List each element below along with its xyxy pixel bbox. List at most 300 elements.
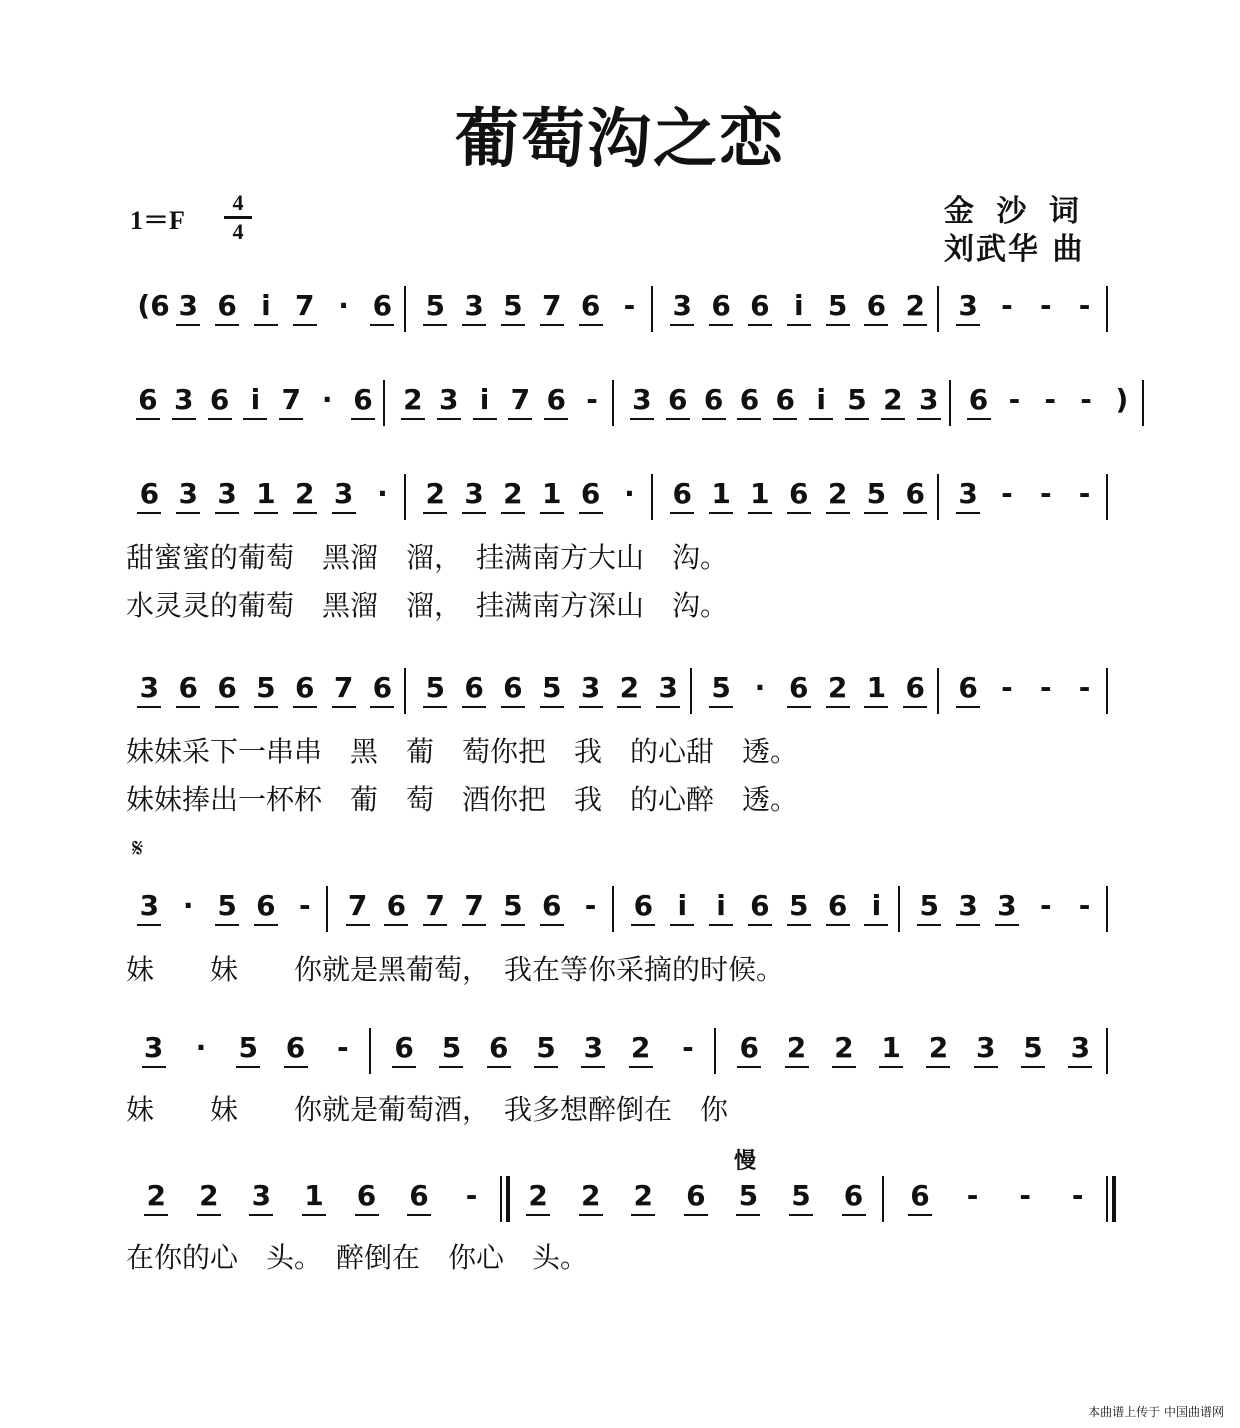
lyric-line: 妹 妹 你就是葡萄酒， 我多想醉倒在 你 [126, 1093, 729, 1126]
barline [612, 380, 614, 426]
note: - [1001, 477, 1013, 510]
note: 6 [711, 289, 731, 322]
note: 6 [217, 289, 237, 322]
beam [787, 512, 811, 514]
note: 6 [178, 671, 198, 704]
note: - [966, 1179, 979, 1212]
beam [215, 324, 239, 326]
beam [826, 706, 850, 708]
beam [995, 924, 1019, 926]
beam [540, 924, 564, 926]
note: 2 [827, 477, 848, 510]
note: 2 [786, 1031, 807, 1064]
beam [864, 512, 888, 514]
note: 1 [304, 1179, 324, 1212]
beam [903, 706, 927, 708]
note: 6 [958, 671, 978, 704]
note: 3 [976, 1031, 996, 1064]
beam [176, 324, 200, 326]
note: 2 [503, 477, 523, 510]
beam [423, 512, 447, 514]
note: - [586, 383, 598, 416]
beam [501, 924, 525, 926]
note: 5 [827, 289, 848, 322]
note: 3 [333, 477, 354, 510]
barline [898, 886, 900, 932]
note: 6 [394, 1031, 414, 1064]
beam [670, 512, 694, 514]
note: 2 [425, 477, 445, 510]
note: - [1071, 1179, 1084, 1212]
barline [404, 286, 406, 332]
note: 2 [883, 383, 903, 416]
beam [579, 324, 603, 326]
barline [651, 474, 653, 520]
beam [787, 924, 811, 926]
beam [462, 706, 486, 708]
lyric-line: 在你的心 头。 醉倒在 你心 头。 [126, 1241, 589, 1274]
beam [215, 924, 239, 926]
beam [137, 512, 161, 514]
note: 3 [464, 289, 484, 322]
beam [709, 706, 733, 708]
beam [407, 1214, 431, 1216]
lyric-line: 甜蜜蜜的葡萄 黑溜 溜， 挂满南方大山 沟。 [126, 541, 729, 574]
note: 6 [789, 477, 809, 510]
note: 7 [295, 289, 315, 322]
beam [617, 706, 641, 708]
note: - [465, 1179, 478, 1212]
note: 3 [1070, 1031, 1091, 1064]
beam [773, 418, 797, 420]
note: 7 [510, 383, 531, 416]
note: 6 [668, 383, 688, 416]
note: - [1019, 1179, 1031, 1212]
beam [501, 324, 525, 326]
note: 6 [672, 477, 692, 510]
beam [826, 924, 850, 926]
beam [293, 512, 317, 514]
note: 5 [536, 1031, 556, 1064]
beam [508, 418, 532, 420]
composer-credit: 刘武华 曲 [944, 232, 1085, 267]
barline [1112, 1176, 1116, 1222]
note: 2 [827, 671, 848, 704]
note: 6 [139, 477, 160, 510]
note: 5 [425, 289, 445, 322]
beam [956, 924, 980, 926]
note: 6 [827, 889, 848, 922]
beam [809, 418, 833, 420]
lyric-line: 妹妹捧出一杯杯 葡 萄 酒你把 我 的心醉 透。 [126, 783, 799, 816]
beam [437, 418, 461, 420]
note: 2 [146, 1179, 166, 1212]
note: 6 [256, 889, 276, 922]
beam [137, 706, 161, 708]
beam [423, 924, 447, 926]
note: 2 [295, 477, 315, 510]
beam [864, 706, 888, 708]
barline [1106, 668, 1108, 714]
note: · [338, 289, 349, 322]
note: 3 [143, 1031, 164, 1064]
note: 6 [386, 889, 407, 922]
note: 3 [580, 671, 601, 704]
barline [506, 1176, 510, 1222]
beam [737, 418, 761, 420]
lyricist-credit: 金 沙 词 [944, 194, 1085, 229]
barline [690, 668, 692, 714]
note: · [321, 383, 333, 416]
beam [581, 1066, 605, 1068]
note: · [624, 477, 635, 510]
note: 5 [425, 671, 445, 704]
beam [172, 418, 196, 420]
beam [785, 1066, 809, 1068]
beam [501, 706, 525, 708]
note: 6 [285, 1031, 306, 1064]
note: 3 [139, 671, 160, 704]
beam [401, 418, 425, 420]
note: 6 [750, 889, 770, 922]
page-title: 葡萄沟之恋 [455, 103, 785, 177]
beam [423, 324, 447, 326]
note: 1 [711, 477, 731, 510]
note: 2 [928, 1031, 949, 1064]
beam [293, 324, 317, 326]
note: 1 [750, 477, 770, 510]
beam [579, 512, 603, 514]
beam [702, 418, 726, 420]
beam [370, 324, 394, 326]
beam [631, 924, 655, 926]
note: 3 [464, 477, 484, 510]
note: 6 [739, 1031, 759, 1064]
beam [462, 512, 486, 514]
beam [423, 706, 447, 708]
note: i [479, 383, 490, 416]
note: - [1080, 383, 1092, 416]
beam [881, 418, 905, 420]
barline [612, 886, 614, 932]
note: 5 [503, 289, 523, 322]
note: · [377, 477, 388, 510]
beam [789, 1214, 813, 1216]
beam [249, 1214, 273, 1216]
key-signature: 1＝F [130, 206, 185, 235]
beam [709, 324, 733, 326]
beam [832, 1066, 856, 1068]
note: 1 [866, 671, 887, 704]
note: · [195, 1031, 207, 1064]
note: 3 [958, 289, 978, 322]
segno-sign: 𝄋 [132, 834, 144, 864]
note: 7 [464, 889, 484, 922]
note: i [793, 289, 804, 322]
note: 3 [178, 289, 198, 322]
beam [534, 1066, 558, 1068]
beam [748, 324, 772, 326]
note: 6 [739, 383, 760, 416]
beam [544, 418, 568, 420]
time-signature [224, 192, 252, 243]
beam [540, 706, 564, 708]
note: 6 [703, 383, 724, 416]
note: 2 [580, 1179, 601, 1212]
beam [956, 512, 980, 514]
note: 6 [580, 289, 601, 322]
note: 6 [356, 1179, 377, 1212]
barline [404, 668, 406, 714]
beam [462, 924, 486, 926]
beam [864, 324, 888, 326]
note: i [716, 889, 726, 922]
note: 7 [333, 671, 354, 704]
note: 6 [546, 383, 566, 416]
beam [631, 1214, 655, 1216]
beam [208, 418, 232, 420]
note: (6 [137, 289, 170, 322]
note: 6 [138, 383, 158, 416]
note: - [1039, 289, 1052, 322]
tempo-mark: 慢 [734, 1149, 757, 1174]
note: - [1078, 477, 1091, 510]
beam [709, 924, 733, 926]
beam [197, 1214, 221, 1216]
note: 5 [217, 889, 237, 922]
beam [487, 1066, 511, 1068]
beam [737, 1066, 761, 1068]
note: 5 [738, 1179, 759, 1212]
note: 6 [686, 1179, 706, 1212]
note: 7 [281, 383, 302, 416]
beam [540, 324, 564, 326]
note: 3 [997, 889, 1017, 922]
beam [355, 1214, 379, 1216]
note: 3 [632, 383, 652, 416]
barline [937, 668, 939, 714]
barline [326, 886, 328, 932]
note: i [677, 889, 688, 922]
beam [279, 418, 303, 420]
note: - [682, 1031, 694, 1064]
note: 3 [438, 383, 459, 416]
note: 2 [905, 289, 925, 322]
lyric-line: 妹妹采下一串串 黑 葡 萄你把 我 的心甜 透。 [126, 735, 799, 768]
note: i [816, 383, 826, 416]
note: 6 [353, 383, 373, 416]
beam [136, 418, 160, 420]
barline [1106, 886, 1108, 932]
note: ) [1115, 383, 1129, 416]
beam [956, 324, 980, 326]
beam [748, 512, 772, 514]
note: - [1078, 289, 1091, 322]
beam [370, 706, 394, 708]
note: 1 [881, 1031, 901, 1064]
beam [254, 512, 278, 514]
note: 6 [489, 1031, 509, 1064]
note: 3 [139, 889, 160, 922]
note: 6 [542, 889, 562, 922]
beam [917, 418, 941, 420]
beam [903, 512, 927, 514]
note: - [623, 289, 636, 322]
barline [949, 380, 951, 426]
beam [1068, 1066, 1092, 1068]
note: 3 [958, 889, 978, 922]
beam [236, 1066, 260, 1068]
note: · [754, 671, 766, 704]
beam [439, 1066, 463, 1068]
note: 6 [866, 289, 887, 322]
beam [501, 512, 525, 514]
beam [332, 706, 356, 708]
beam [709, 512, 733, 514]
beam [956, 706, 980, 708]
note: 2 [834, 1031, 854, 1064]
note: - [1008, 383, 1021, 416]
beam [629, 1066, 653, 1068]
note: 6 [580, 477, 601, 510]
beam [579, 706, 603, 708]
beam [392, 1066, 416, 1068]
barline [404, 474, 406, 520]
note: 2 [633, 1179, 653, 1212]
note: 7 [425, 889, 445, 922]
note: - [1039, 889, 1052, 922]
barline [1142, 380, 1144, 426]
note: 5 [866, 477, 887, 510]
note: 5 [711, 671, 731, 704]
note: 5 [542, 671, 562, 704]
beam [908, 1214, 932, 1216]
note: 6 [209, 383, 230, 416]
beam [845, 418, 869, 420]
barline [1106, 1028, 1108, 1074]
beam [144, 1214, 168, 1216]
note: 3 [178, 477, 198, 510]
beam [630, 418, 654, 420]
beam [462, 324, 486, 326]
note: 3 [174, 383, 194, 416]
note: 6 [775, 383, 796, 416]
note: 3 [583, 1031, 604, 1064]
note: 5 [256, 671, 276, 704]
beam [787, 706, 811, 708]
beam [974, 1066, 998, 1068]
beam [579, 1214, 603, 1216]
note: 6 [464, 671, 484, 704]
note: - [1078, 671, 1091, 704]
note: 2 [403, 383, 423, 416]
beam [284, 1066, 308, 1068]
beam [1021, 1066, 1045, 1068]
note: - [337, 1031, 349, 1064]
beam [384, 924, 408, 926]
note: i [250, 383, 261, 416]
barline [1106, 286, 1108, 332]
beam [473, 418, 497, 420]
note: 7 [347, 889, 368, 922]
beam [215, 706, 239, 708]
beam [293, 706, 317, 708]
note: 6 [843, 1179, 864, 1212]
note: 7 [542, 289, 562, 322]
beam [176, 706, 200, 708]
note: - [1039, 477, 1052, 510]
beam [137, 924, 161, 926]
barline [1106, 1176, 1108, 1222]
note: 6 [789, 671, 809, 704]
barline [937, 474, 939, 520]
note: 5 [1023, 1031, 1043, 1064]
note: - [1001, 289, 1013, 322]
beam [787, 324, 811, 326]
note: 3 [658, 671, 678, 704]
beam [656, 706, 680, 708]
note: 1 [542, 477, 562, 510]
note: 2 [630, 1031, 651, 1064]
note: 2 [619, 671, 640, 704]
note: 6 [968, 383, 989, 416]
note: - [584, 889, 597, 922]
beam [826, 324, 850, 326]
lyric-line: 妹 妹 你就是黑葡萄， 我在等你采摘的时候。 [126, 953, 785, 986]
beam [684, 1214, 708, 1216]
beam [864, 924, 888, 926]
note: 5 [503, 889, 523, 922]
footer-credit: 本曲谱上传于 中国曲谱网 [1088, 1405, 1224, 1419]
note: 1 [256, 477, 276, 510]
note: i [261, 289, 271, 322]
note: 2 [199, 1179, 219, 1212]
note: 5 [441, 1031, 462, 1064]
beam [243, 418, 267, 420]
note: 5 [847, 383, 867, 416]
note: 6 [905, 477, 925, 510]
note: i [871, 889, 882, 922]
note: 5 [791, 1179, 811, 1212]
beam [967, 418, 991, 420]
barline [369, 1028, 371, 1074]
beam [670, 324, 694, 326]
beam [176, 512, 200, 514]
beam [302, 1214, 326, 1216]
note: 6 [905, 671, 925, 704]
note: 3 [251, 1179, 272, 1212]
note: 6 [503, 671, 523, 704]
lyric-line: 水灵灵的葡萄 黑溜 溜， 挂满南方深山 沟。 [126, 589, 729, 622]
beam [254, 924, 278, 926]
beam [917, 924, 941, 926]
beam [351, 418, 375, 420]
note: 2 [528, 1179, 548, 1212]
note: 6 [633, 889, 654, 922]
beam [926, 1066, 950, 1068]
barline [651, 286, 653, 332]
note: 6 [750, 289, 770, 322]
note: - [298, 889, 311, 922]
note: 3 [672, 289, 692, 322]
note: - [1044, 383, 1057, 416]
note: 5 [789, 889, 809, 922]
note: 6 [372, 671, 393, 704]
beam [670, 924, 694, 926]
note: - [1001, 671, 1013, 704]
note: 6 [295, 671, 315, 704]
beam [842, 1214, 866, 1216]
